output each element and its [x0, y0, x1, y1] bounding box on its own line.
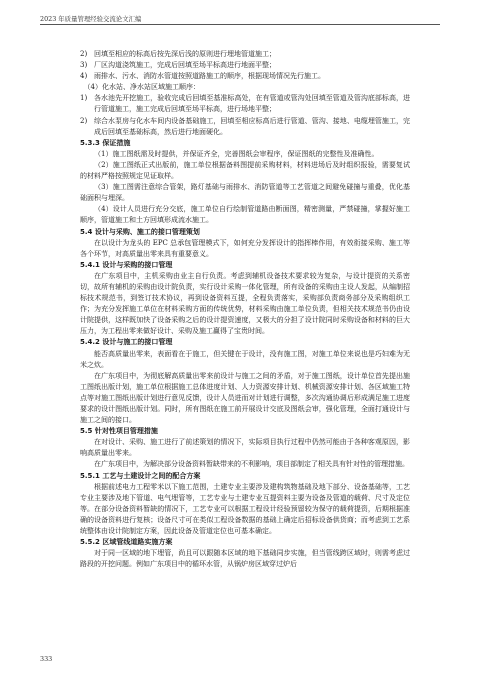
- section-heading-5-5-2: 5.5.2 区域管线道路实施方案: [80, 538, 173, 547]
- paragraph: （2）施工图纸正式出版前，施工单位根据备料图提前采购材料，材料进场后及时组织报验，需要复试的材料严格按照规定见证取样。: [80, 160, 410, 181]
- section-heading-5-5-1: 5.5.1 工艺与土建设计之间的配合方案: [80, 471, 201, 480]
- subsection-label: （4）化水站、净水站区域施工顺序：: [83, 83, 200, 92]
- paragraph: 能否高质量出零来，表面看在于施工，但关键在于设计，没有施工图，对施工单位来说也是巧妇难为无米之炊。: [80, 349, 410, 369]
- page-body: [80, 49, 410, 570]
- section-heading-5-3-3: 5.3.3 保证措施: [80, 138, 131, 147]
- paragraph: 在广东项目中，主机采购由业主自行负责。考虑到辅机设备技术要求较为复杂，与设计提资的关系密切，故所有辅机的采购由设计院负责，实行设计采购一体化管理，所有设备的采购由主设人发起，从编制招标技术规范书，到签订技术协议，再到设备资料互提，全程负责落实，采购部负责商务部分及采购组织工作；为充分发挥施工单位在材料采购方面的传统优势，材料采购由施工单位负责，但相关技术规范书仍由设计院提供，这样既加快了设备采购之后的设计提资速度，又极大的分担了设计院同时采购设备和材料的巨大压力，为工程出零来做好设计、采购及施工赢得了宝贵时间。: [80, 271, 410, 336]
- list-item-text: 厂区沟道浇筑施工，完成后回填至场平标高进行地面平整；: [94, 61, 276, 70]
- list-item-text: 各水池先开挖施工，验收完成后回填至基准标高处，在有管道或管沟处回填至管道及管沟底部标高，进行管道施工，施工完成后回填至场平标高，进行场地平整；: [94, 94, 410, 114]
- paragraph: （4）设计人员进行充分交底，施工单位自行绘制管道路由断面图，精密测量，严禁碰撞，掌握好施工顺序，管道施工和土方回填形成流水施工。: [80, 205, 410, 225]
- paragraph: 根据前述电力工程零米以下施工范围，土建专业主要涉及建构筑物基础及地下部分、设备基础等，工艺专业主要涉及地下管道、电气埋管等，工艺专业与土建专业互提资料主要为设备及管道的载荷、尺寸及定位等。在部分设备资料暂缺的情况下，工艺专业可以根据工程设计经验预留较为保守的载荷提资，后期根据准确的设备资料进行复核；设备尺寸可在类似工程设备数据的基础上确定后招标设备供货商；而考虑到工艺系统整体由设计院制定方案，因此设备及管道定位也可基本确定。: [80, 482, 410, 536]
- paragraph: （1）施工图纸需及时提供，并保证齐全，完善图纸会审程序，保证图纸的完整性及准确性。: [94, 149, 379, 158]
- section-heading-5-4: 5.4 设计与采购、施工的接口管理策划: [80, 227, 200, 236]
- section-heading-5-5: 5.5 针对性项目管理措施: [80, 427, 158, 436]
- paragraph: 在对设计、采购、施工进行了前述策划的情况下，实际项目执行过程中仍然可能由于各种客观原因，影响高质量出零来。: [80, 438, 410, 458]
- paragraph: 在广东项目中，为解决部分设备资料暂缺带来的不利影响，项目部制定了相关具有针对性的管理措施。: [94, 460, 409, 469]
- page-number: 333: [40, 655, 53, 663]
- list-item: [80, 93, 410, 115]
- list-item-text: 雨排水、污水、消防水管道按照道路施工的顺序，根据现场情况先行施工。: [94, 72, 325, 81]
- running-header: 2023 年质量管理经验交流论文汇编: [40, 15, 142, 23]
- list-item: [80, 49, 410, 60]
- header-rule: [40, 24, 440, 25]
- list-item-number: 4): [80, 72, 88, 81]
- paragraph: （3）施工图需注意综合管架，路灯基础与雨排水、消防管道等工艺管道之间避免碰撞与重叠，优化基础面积与埋深。: [80, 183, 410, 203]
- section-heading-5-4-1: 5.4.1 设计与采购的接口管理: [80, 260, 173, 269]
- list-item: [80, 71, 410, 82]
- paragraph: 对于同一区域的地下埋管，尚且可以跟随本区域的地下基础同步实施，但当管线跨区域时，则需考虑过路段的开挖问题。例如广东项目中的循环水管，从锅炉房区域穿过炉后: [80, 549, 410, 569]
- list-item-number: 1): [80, 94, 88, 103]
- list-item-text: 回填至相应的标高后按先深后浅的原则进行埋地管道施工；: [94, 50, 276, 58]
- paragraph: 在以设计为龙头的 EPC 总承包管理模式下，如何充分发挥设计的指挥棒作用，有效衔接采购、施工等各个环节，对高质量出零来具有重要意义。: [80, 238, 410, 258]
- list-item-number: 2): [80, 50, 88, 58]
- list-item: [80, 116, 410, 138]
- list-item-number: 3): [80, 61, 88, 70]
- list-item-number: 2): [80, 116, 88, 125]
- paragraph: 在广东项目中，为彻底解高质量出零来前设计与施工之间的矛盾，对于施工图纸，设计单位首先提出施工图纸出版计划，施工单位根据施工总体进度计划、人力资源安排计划、机械资源安排计划、各区域施工特点等对施工图纸出版计划进行意见反馈，设计人员进而对计划进行调整，多次沟通协调后形成满足施工进度要求的设计图纸出版计划。同时，所有图纸在施工前开展设计交底及图纸会审，强化管理，全面打通设计与施工之间的接口。: [80, 371, 410, 425]
- list-item: [80, 60, 410, 71]
- list-item-text: 综合水泵房与化水车间内设备基础施工，回填至相应标高后进行管道、管沟、接地、电缆埋管施工，完成后回填至基础标高，然后进行地面硬化。: [94, 116, 410, 136]
- section-heading-5-4-2: 5.4.2 设计与施工的接口管理: [80, 338, 173, 347]
